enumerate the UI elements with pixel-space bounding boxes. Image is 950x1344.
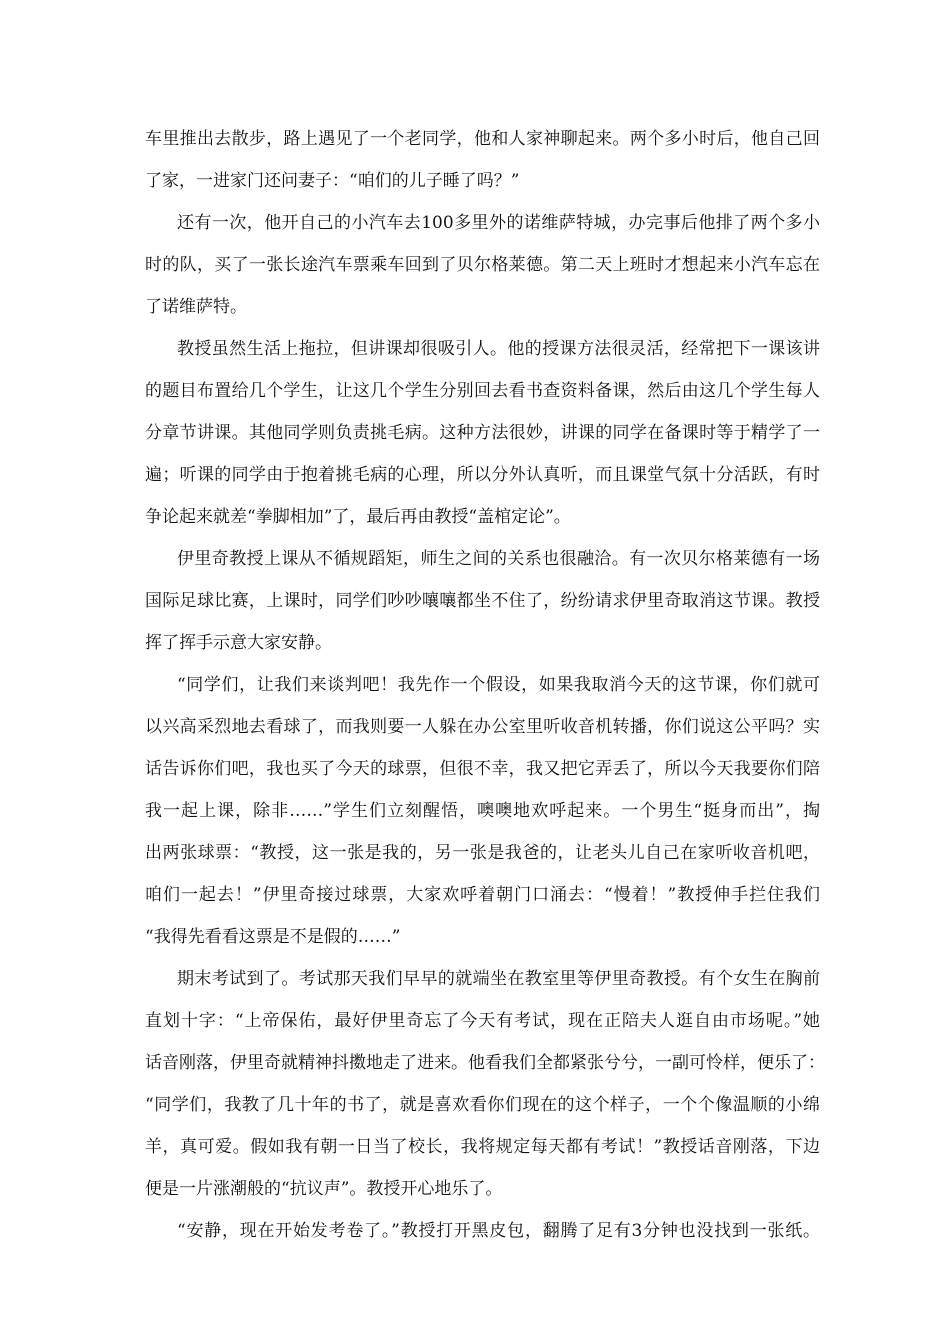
text-line: 羊，真可爱。假如我有朝一日当了校长，我将规定每天都有考试！”教授话音刚落，下边 xyxy=(145,1137,820,1157)
text-line: 出两张球票：“教授，这一张是我的，另一张是我爸的，让老头儿自己在家听收音机吧， xyxy=(145,843,820,863)
body-text xyxy=(145,118,825,1252)
text-line: 以兴高采烈地去看球了，而我则要一人躲在办公室里听收音机转播，你们说这公平吗？实 xyxy=(145,717,820,737)
text-line: 了家，一进家门还问妻子：“咱们的儿子睡了吗？” xyxy=(145,171,520,191)
text-line: “同学们，我教了几十年的书了，就是喜欢看你们现在的这个样子，一个个像温顺的小绵 xyxy=(145,1095,820,1115)
text-line: 我一起上课，除非……”学生们立刻醒悟，噢噢地欢呼起来。一个男生“挺身而出”，掏 xyxy=(145,801,820,821)
text-line: “同学们，让我们来谈判吧！我先作一个假设，如果我取消今天的这节课，你们就可 xyxy=(177,675,820,695)
text-line: 伊里奇教授上课从不循规蹈矩，师生之间的关系也很融洽。有一次贝尔格莱德有一场 xyxy=(177,549,820,569)
text-line: 直划十字：“上帝保佑，最好伊里奇忘了今天有考试，现在正陪夫人逛自由市场呢。”她 xyxy=(145,1011,820,1031)
text-line: 了诺维萨特。 xyxy=(145,297,247,317)
text-line: 还有一次，他开自己的小汽车去100多里外的诺维萨特城，办完事后他排了两个多小 xyxy=(177,213,820,233)
text-line: 期末考试到了。考试那天我们早早的就端坐在教室里等伊里奇教授。有个女生在胸前 xyxy=(177,969,820,989)
text-line: “我得先看看这票是不是假的……” xyxy=(145,927,401,947)
text-line: 咱们一起去！”伊里奇接过球票，大家欢呼着朝门口涌去：“慢着！”教授伸手拦住我们 xyxy=(145,885,820,905)
text-line: 便是一片涨潮般的“抗议声”。教授开心地乐了。 xyxy=(145,1179,503,1199)
text-line: 话音刚落，伊里奇就精神抖擞地走了进来。他看我们全都紧张兮兮，一副可怜样，便乐了： xyxy=(145,1053,825,1073)
text-line: 遍；听课的同学由于抱着挑毛病的心理，所以分外认真听，而且课堂气氛十分活跃，有时 xyxy=(145,465,820,485)
text-line: 车里推出去散步，路上遇见了一个老同学，他和人家神聊起来。两个多小时后，他自己回 xyxy=(145,129,820,149)
text-line: 分章节讲课。其他同学则负责挑毛病。这种方法很妙，讲课的同学在备课时等于精学了一 xyxy=(145,423,820,443)
text-line: “安静，现在开始发考卷了。”教授打开黑皮包，翻腾了足有3分钟也没找到一张纸。 xyxy=(177,1221,820,1241)
text-line: 时的队，买了一张长途汽车票乘车回到了贝尔格莱德。第二天上班时才想起来小汽车忘在 xyxy=(145,255,820,275)
text-line: 挥了挥手示意大家安静。 xyxy=(145,633,332,653)
text-line: 的题目布置给几个学生，让这几个学生分别回去看书查资料备课，然后由这几个学生每人 xyxy=(145,381,820,401)
text-line: 话告诉你们吧，我也买了今天的球票，但很不幸，我又把它弄丢了，所以今天我要你们陪 xyxy=(145,759,820,779)
text-line: 国际足球比赛，上课时，同学们吵吵嚷嚷都坐不住了，纷纷请求伊里奇取消这节课。教授 xyxy=(145,591,820,611)
text-line: 争论起来就差“拳脚相加”了，最后再由教授“盖棺定论”。 xyxy=(145,507,571,527)
text-line: 教授虽然生活上拖拉，但讲课却很吸引人。他的授课方法很灵活，经常把下一课该讲 xyxy=(177,339,820,359)
